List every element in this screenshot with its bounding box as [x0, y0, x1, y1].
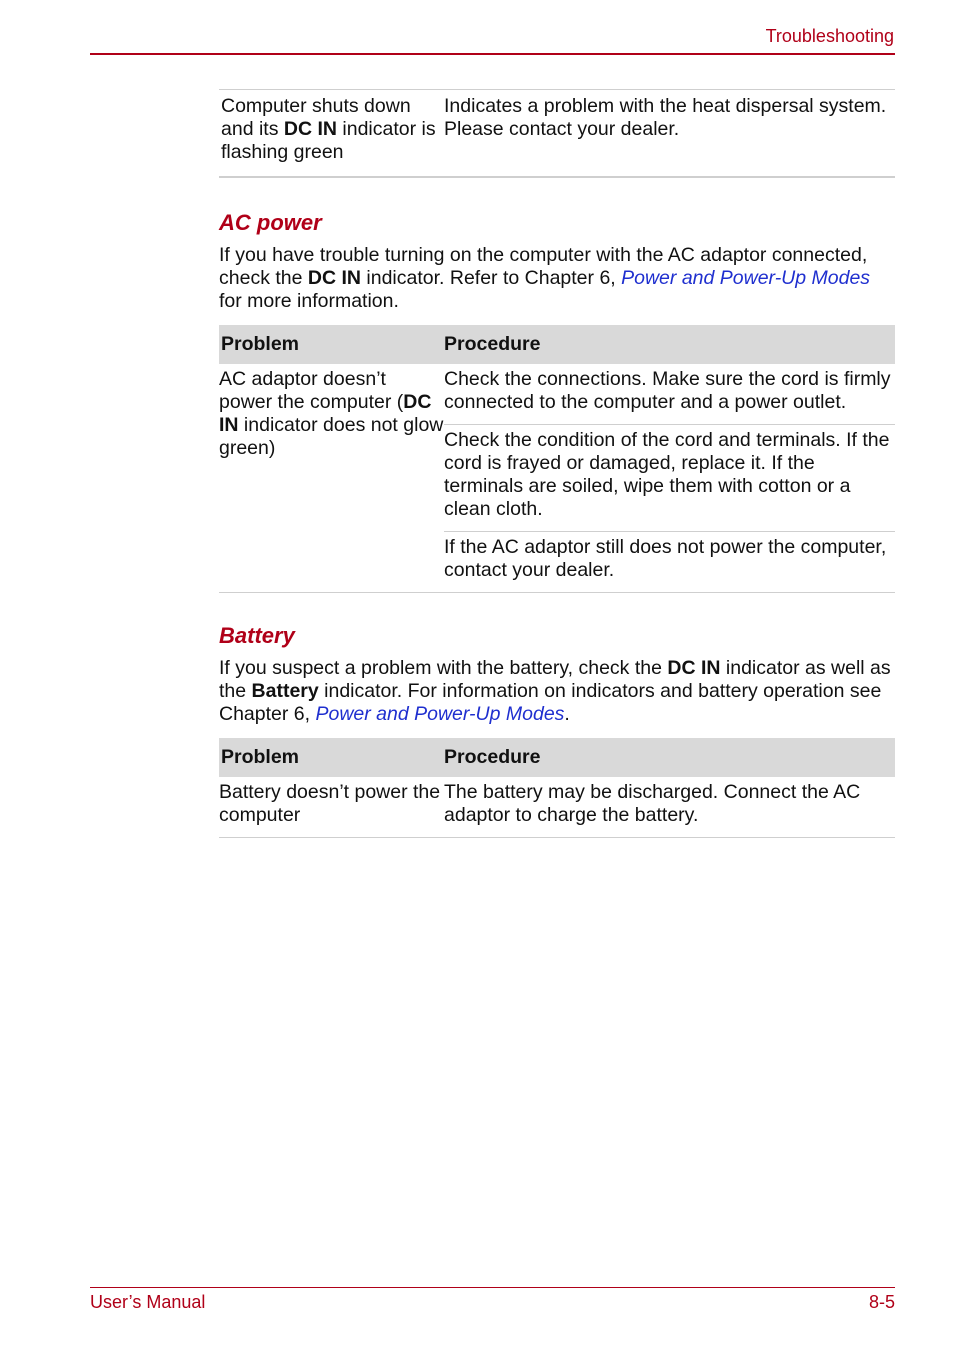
top-table-row: [219, 89, 895, 178]
battery-heading: Battery: [219, 623, 295, 648]
footer-rule: [90, 1287, 895, 1288]
ac-power-table-header: [219, 325, 895, 364]
battery-table-header: [219, 738, 895, 777]
problem-column-header: Problem: [221, 333, 300, 355]
table-row: [219, 364, 895, 592]
page-number: 8-5: [868, 1292, 895, 1312]
chapter-link[interactable]: Power and Power-Up Modes: [621, 267, 871, 289]
footer-manual-title: User’s Manual: [90, 1292, 206, 1312]
ac-power-table: [219, 325, 895, 593]
battery-problem-cell: Battery doesn’t power the computer: [219, 781, 441, 826]
procedure-column-header: Procedure: [444, 746, 541, 768]
battery-intro: If you suspect a problem with the battery, check the DC IN indicator as well as the Battery indicator. For information on indicators and battery operation see Chapter 6, Power and Power-Up Modes.: [219, 657, 891, 725]
page-content: [219, 89, 895, 838]
procedure-cell: If the AC adaptor still does not power the computer, contact your dealer.: [444, 536, 887, 581]
battery-procedure-cell: The battery may be discharged. Connect the AC adaptor to charge the battery.: [444, 781, 861, 826]
table-row: [219, 777, 895, 837]
battery-table: [219, 738, 895, 838]
procedure-cell: Check the condition of the cord and terminals. If the cord is frayed or damaged, replace it. If the terminals are soiled, wipe them with cotton or a clean cloth.: [444, 425, 895, 532]
running-header-title: Troubleshooting: [765, 26, 894, 46]
procedure-column-header: Procedure: [444, 333, 541, 355]
ac-procedure-cells: [444, 364, 895, 592]
top-row-problem: Computer shuts down and its DC IN indicator is flashing green: [221, 95, 436, 163]
problem-column-header: Problem: [221, 746, 300, 768]
chapter-link[interactable]: Power and Power-Up Modes: [315, 703, 565, 725]
ac-power-intro: If you have trouble turning on the computer with the AC adaptor connected, check the DC IN indicator. Refer to Chapter 6, Power and Power-Up Modes for more information.: [219, 244, 871, 312]
ac-power-heading: AC power: [219, 210, 322, 235]
top-row-procedure: Indicates a problem with the heat dispersal system. Please contact your dealer.: [444, 95, 887, 140]
procedure-cell: Check the connections. Make sure the cord is firmly connected to the computer and a power outlet.: [444, 364, 895, 425]
header-rule: [90, 53, 895, 55]
ac-problem-cell: AC adaptor doesn’t power the computer (DC IN indicator does not glow green): [219, 368, 444, 459]
